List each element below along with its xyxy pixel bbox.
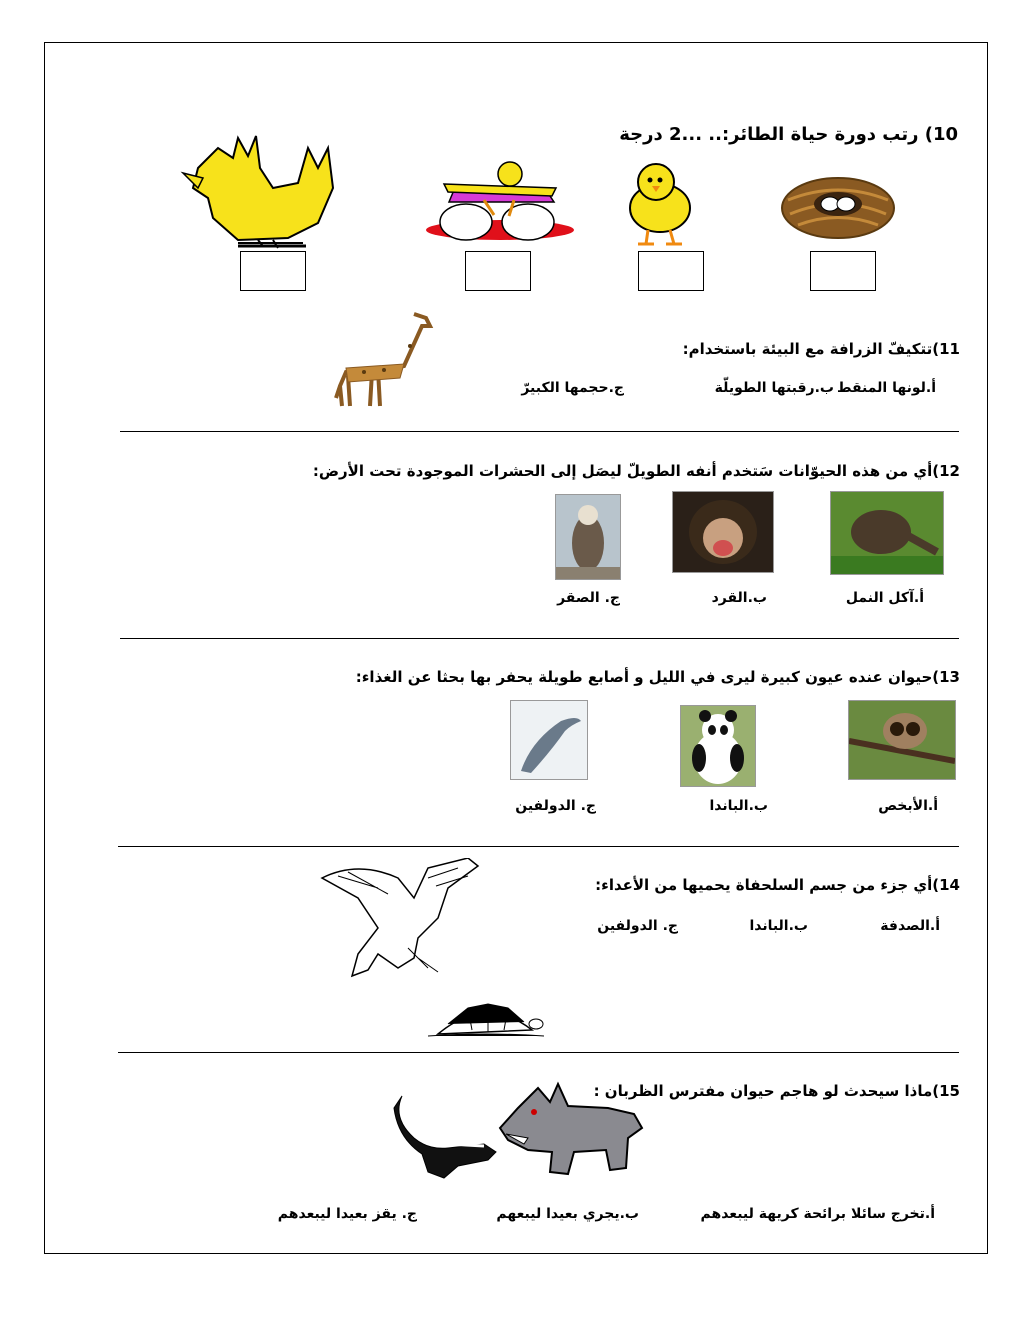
divider-2	[120, 638, 959, 639]
giraffe-image	[334, 306, 434, 408]
q11-option-b[interactable]: ب.رقبتها الطويلّة	[714, 380, 834, 396]
q13-option-a[interactable]: أ.الأبخص	[878, 798, 938, 814]
skunk-image	[388, 1088, 498, 1188]
rooster-image	[178, 128, 344, 252]
q13-option-c[interactable]: ج. الدولفين	[515, 798, 596, 814]
divider-1	[120, 431, 959, 432]
q15-text: 15)ماذا سيحدث لو هاجم حيوان مفترس الظربان :	[593, 1082, 960, 1100]
q15-option-a[interactable]: أ.تخرج سائلا برائحة كريهة ليبعدهم	[700, 1206, 935, 1222]
turtle-image	[428, 994, 544, 1040]
q13-text: 13)حيوان عنده عيون كبيرة ليرى في الليل و أصابع طويلة يحفر بها بحثا عن الغذاء:	[355, 668, 960, 686]
answer-box-2[interactable]	[465, 251, 531, 291]
q13-option-b[interactable]: ب.الباندا	[709, 798, 768, 814]
chick-image	[624, 160, 700, 246]
q15-option-c[interactable]: ج. يقز بعيدا ليبعدهم	[277, 1206, 417, 1222]
q14-option-c[interactable]: ج. الدولفين	[597, 918, 678, 934]
answer-box-1[interactable]	[240, 251, 306, 291]
q14-text: 14)أي جزء من جسم السلحفاة يحميها من الأعداء:	[595, 876, 960, 894]
nest-eggs-image	[778, 170, 898, 240]
answer-box-3[interactable]	[638, 251, 704, 291]
q12-text: 12)أي من هذه الحيوّانات سَتخدم أنفه الطويلّ ليصَل إلى الحشرات الموجودة تحت الأرض:	[312, 462, 960, 480]
dolphin-photo	[510, 700, 588, 780]
falcon-photo	[555, 494, 621, 580]
eagle-image	[318, 858, 484, 984]
divider-3	[118, 846, 959, 847]
hatching-chick-image	[424, 160, 576, 242]
panda-photo	[680, 705, 756, 787]
q12-option-b[interactable]: ب.القرد	[711, 590, 767, 606]
q15-option-b[interactable]: ب.يجري بعيدا ليبعهم	[496, 1206, 639, 1222]
q12-option-c[interactable]: ج. الصقر	[557, 590, 620, 606]
tarsier-photo	[848, 700, 956, 780]
q14-option-a[interactable]: أ.الصدفة	[880, 918, 940, 934]
divider-4	[118, 1052, 959, 1053]
q11-text: 11)تتكيفّ الزرافة مع البيئة باستخدام:	[682, 340, 960, 358]
q10-text: 10) رتب دورة حياة الطائر:.. ...2 درجة	[619, 124, 958, 145]
monkey-photo	[672, 491, 774, 573]
anteater-photo	[830, 491, 944, 575]
q12-option-a[interactable]: أ.آكل النمل	[845, 590, 924, 606]
q11-option-c[interactable]: ج.حجمها الكبيرّ	[521, 380, 624, 396]
wolf-image	[498, 1078, 646, 1180]
q11-option-a[interactable]: أ.لونها المنقط	[836, 380, 936, 396]
answer-box-4[interactable]	[810, 251, 876, 291]
q14-option-b[interactable]: ب.الباندا	[749, 918, 808, 934]
